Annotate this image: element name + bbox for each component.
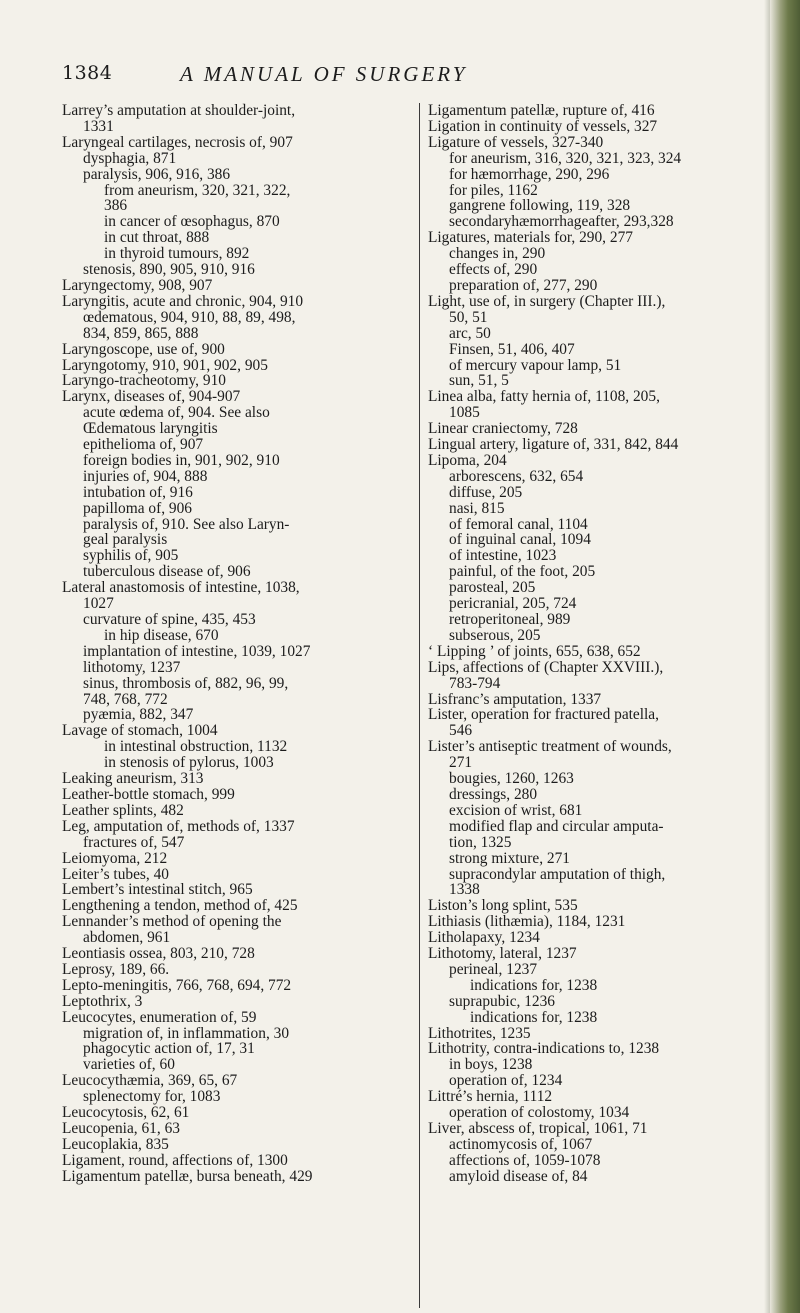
- index-subentry: phagocytic action of, 17, 31: [83, 1040, 255, 1058]
- index-entry: Lithiasis (lithæmia), 1184, 1231: [428, 913, 626, 931]
- index-subentry: in hip disease, 670: [104, 626, 219, 644]
- index-entry: Lithotomy, lateral, 1237: [428, 945, 577, 963]
- index-entry: Lipoma, 204: [428, 451, 507, 469]
- index-subentry: 1331: [83, 117, 114, 135]
- page-number: 1384: [62, 62, 113, 84]
- page-header: [62, 62, 712, 92]
- index-subentry: indications for, 1238: [470, 976, 598, 994]
- index-subentry: lithotomy, 1237: [83, 658, 181, 676]
- index-entry: Litholapaxy, 1234: [428, 929, 540, 947]
- index-entry: Lennander’s method of opening the: [62, 913, 282, 931]
- index-subentry: Œdematous laryngitis: [83, 420, 218, 438]
- index-subentry: paralysis of, 910. See also Laryn-: [83, 515, 290, 533]
- index-entry: Liston’s long splint, 535: [428, 897, 578, 915]
- index-subentry: implantation of intestine, 1039, 1027: [83, 642, 311, 660]
- index-subentry: 386: [104, 197, 128, 215]
- index-subentry: geal paralysis: [83, 531, 168, 549]
- index-subentry: in boys, 1238: [449, 1056, 533, 1074]
- index-subentry: splenectomy for, 1083: [83, 1088, 221, 1106]
- index-subentry: nasi, 815: [449, 499, 505, 517]
- index-subentry: subserous, 205: [449, 626, 541, 644]
- index-subentry: suprapubic, 1236: [449, 992, 556, 1010]
- index-subentry: pyæmia, 882, 347: [83, 706, 194, 724]
- index-subentry: bougies, 1260, 1263: [449, 770, 574, 788]
- index-subentry: strong mixture, 271: [449, 849, 570, 867]
- index-subentry: in stenosis of pylorus, 1003: [104, 754, 274, 772]
- index-entry: Leontiasis ossea, 803, 210, 728: [62, 945, 255, 963]
- index-subentry: retroperitoneal, 989: [449, 611, 571, 628]
- index-subentry: for aneurism, 316, 320, 321, 323, 324: [449, 149, 682, 167]
- index-subentry: epithelioma of, 907: [83, 436, 204, 454]
- index-entry: Leiomyoma, 212: [62, 849, 168, 867]
- index-subentry: dysphagia, 871: [83, 149, 177, 167]
- index-subentry: papilloma of, 906: [83, 499, 192, 517]
- index-entry: Laryngitis, acute and chronic, 904, 910: [62, 292, 304, 310]
- index-subentry: 1027: [83, 595, 114, 613]
- index-entry: Larynx, diseases of, 904-907: [62, 388, 241, 406]
- column-divider: [419, 103, 420, 1308]
- index-entry: Laryngo-tracheotomy, 910: [62, 372, 226, 390]
- index-subentry: parosteal, 205: [449, 579, 536, 597]
- index-column-left: [62, 103, 414, 1185]
- index-entry: Lepto-meningitis, 766, 768, 694, 772: [62, 976, 292, 994]
- index-entry: Lisfranc’s amputation, 1337: [428, 690, 602, 708]
- running-title: A MANUAL OF SURGERY: [180, 62, 468, 86]
- index-entry: Leucocytosis, 62, 61: [62, 1104, 190, 1122]
- index-entry: Laryngeal cartilages, necrosis of, 907: [62, 133, 293, 151]
- index-entry: Ligatures, materials for, 290, 277: [428, 229, 633, 247]
- index-subentry: operation of, 1234: [449, 1072, 563, 1090]
- index-subentry: modified flap and circular amputa-: [449, 817, 664, 835]
- index-entry: Leather-bottle stomach, 999: [62, 785, 235, 803]
- index-subentry: operation of colostomy, 1034: [449, 1104, 630, 1122]
- index-subentry: dressings, 280: [449, 785, 538, 803]
- index-subentry: tion, 1325: [449, 833, 512, 851]
- index-entry: Lithotrity, contra-indications to, 1238: [428, 1040, 660, 1058]
- index-subentry: œdematous, 904, 910, 88, 89, 498,: [83, 308, 296, 326]
- index-entry: Ligature of vessels, 327-340: [428, 133, 604, 151]
- index-subentry: injuries of, 904, 888: [83, 467, 208, 485]
- index-entry: Lateral anastomosis of intestine, 1038,: [62, 579, 300, 597]
- index-subentry: sinus, thrombosis of, 882, 96, 99,: [83, 674, 289, 692]
- index-subentry: foreign bodies in, 901, 902, 910: [83, 451, 280, 469]
- index-subentry: 546: [449, 722, 473, 740]
- index-entry: Leather splints, 482: [62, 801, 184, 819]
- index-subentry: perineal, 1237: [449, 960, 538, 978]
- index-subentry: 50, 51: [449, 308, 488, 326]
- index-subentry: of femoral canal, 1104: [449, 515, 588, 533]
- index-subentry: effects of, 290: [449, 261, 538, 279]
- index-subentry: sun, 51, 5: [449, 372, 509, 390]
- index-entry: Larrey’s amputation at shoulder-joint,: [62, 102, 296, 119]
- index-entry: Lengthening a tendon, method of, 425: [62, 897, 298, 915]
- index-subentry: Finsen, 51, 406, 407: [449, 340, 575, 358]
- index-entry: Leucopenia, 61, 63: [62, 1120, 180, 1137]
- index-entry: Lembert’s intestinal stitch, 965: [62, 881, 253, 899]
- index-subentry: affections of, 1059-1078: [449, 1151, 601, 1169]
- index-entry: Leptothrix, 3: [62, 992, 143, 1010]
- index-entry: Ligamentum patellæ, bursa beneath, 429: [62, 1167, 313, 1185]
- index-subentry: in cut throat, 888: [104, 229, 210, 247]
- index-entry: Linear craniectomy, 728: [428, 420, 578, 438]
- index-subentry: curvature of spine, 435, 453: [83, 611, 256, 628]
- index-subentry: diffuse, 205: [449, 483, 523, 501]
- index-subentry: paralysis, 906, 916, 386: [83, 165, 231, 183]
- index-entry: Leiter’s tubes, 40: [62, 865, 169, 883]
- index-subentry: intubation of, 916: [83, 483, 193, 501]
- index-subentry: of mercury vapour lamp, 51: [449, 356, 622, 374]
- index-subentry: in intestinal obstruction, 1132: [104, 738, 288, 756]
- index-entry: Ligamentum patellæ, rupture of, 416: [428, 102, 655, 119]
- index-subentry: arborescens, 632, 654: [449, 467, 584, 485]
- index-subentry: for piles, 1162: [449, 181, 538, 199]
- index-column-right: [428, 103, 768, 1185]
- index-subentry: supracondylar amputation of thigh,: [449, 865, 666, 883]
- index-subentry: preparation of, 277, 290: [449, 276, 598, 294]
- index-entry: Laryngectomy, 908, 907: [62, 276, 213, 294]
- index-subentry: excision of wrist, 681: [449, 801, 583, 819]
- index-subentry: syphilis of, 905: [83, 547, 179, 565]
- index-subentry: in cancer of œsophagus, 870: [104, 213, 280, 231]
- index-subentry: fractures of, 547: [83, 833, 185, 851]
- index-entry: Liver, abscess of, tropical, 1061, 71: [428, 1120, 648, 1137]
- index-entry: Laryngoscope, use of, 900: [62, 340, 225, 358]
- index-entry: Leucocytes, enumeration of, 59: [62, 1008, 257, 1026]
- index-subentry: migration of, in inflammation, 30: [83, 1024, 290, 1042]
- index-entry: Lithotrites, 1235: [428, 1024, 531, 1042]
- index-subentry: 1085: [449, 404, 480, 422]
- index-subentry: painful, of the foot, 205: [449, 563, 596, 581]
- index-subentry: of intestine, 1023: [449, 547, 557, 565]
- index-subentry: gangrene following, 119, 328: [449, 197, 631, 215]
- index-subentry: 1338: [449, 881, 480, 899]
- index-subentry: tuberculous disease of, 906: [83, 563, 251, 581]
- index-subentry: of inguinal canal, 1094: [449, 531, 591, 549]
- index-entry: Ligament, round, affections of, 1300: [62, 1151, 288, 1169]
- index-entry: Littré’s hernia, 1112: [428, 1088, 553, 1106]
- index-subentry: in thyroid tumours, 892: [104, 245, 250, 263]
- index-subentry: from aneurism, 320, 321, 322,: [104, 181, 291, 199]
- index-entry: Light, use of, in surgery (Chapter III.),: [428, 292, 666, 310]
- index-subentry: 271: [449, 754, 473, 772]
- index-entry: Leucoplakia, 835: [62, 1135, 169, 1153]
- index-entry: Lister’s antiseptic treatment of wounds,: [428, 738, 672, 756]
- index-subentry: 834, 859, 865, 888: [83, 324, 199, 342]
- index-subentry: 748, 768, 772: [83, 690, 168, 708]
- index-subentry: for hæmorrhage, 290, 296: [449, 165, 610, 183]
- index-entry: Linea alba, fatty hernia of, 1108, 205,: [428, 388, 660, 406]
- index-subentry: secondaryhæmorrhageafter, 293,328: [449, 213, 674, 231]
- index-entry: Lister, operation for fractured patella,: [428, 706, 659, 724]
- index-subentry: abdomen, 961: [83, 929, 171, 947]
- index-entry: Leaking aneurism, 313: [62, 770, 204, 788]
- index-subentry: pericranial, 205, 724: [449, 595, 577, 613]
- index-subentry: 783-794: [449, 674, 501, 692]
- index-entry: Ligation in continuity of vessels, 327: [428, 117, 658, 135]
- index-entry: ‘ Lipping ’ of joints, 655, 638, 652: [428, 642, 641, 660]
- index-entry: Lingual artery, ligature of, 331, 842, 844: [428, 436, 679, 454]
- index-subentry: varieties of, 60: [83, 1056, 175, 1074]
- index-subentry: actinomycosis of, 1067: [449, 1135, 593, 1153]
- index-entry: Leprosy, 189, 66.: [62, 960, 170, 978]
- index-subentry: indications for, 1238: [470, 1008, 598, 1026]
- index-entry: Lips, affections of (Chapter XXVIII.),: [428, 658, 664, 676]
- index-subentry: acute œdema of, 904. See also: [83, 404, 270, 422]
- page-edge: [770, 0, 800, 1313]
- index-subentry: changes in, 290: [449, 245, 546, 263]
- index-subentry: amyloid disease of, 84: [449, 1167, 588, 1185]
- index-entry: Leg, amputation of, methods of, 1337: [62, 817, 295, 835]
- index-entry: Leucocythæmia, 369, 65, 67: [62, 1072, 238, 1090]
- index-entry: Laryngotomy, 910, 901, 902, 905: [62, 356, 268, 374]
- index-subentry: stenosis, 890, 905, 910, 916: [83, 261, 255, 279]
- index-subentry: arc, 50: [449, 324, 491, 342]
- index-entry: Lavage of stomach, 1004: [62, 722, 218, 740]
